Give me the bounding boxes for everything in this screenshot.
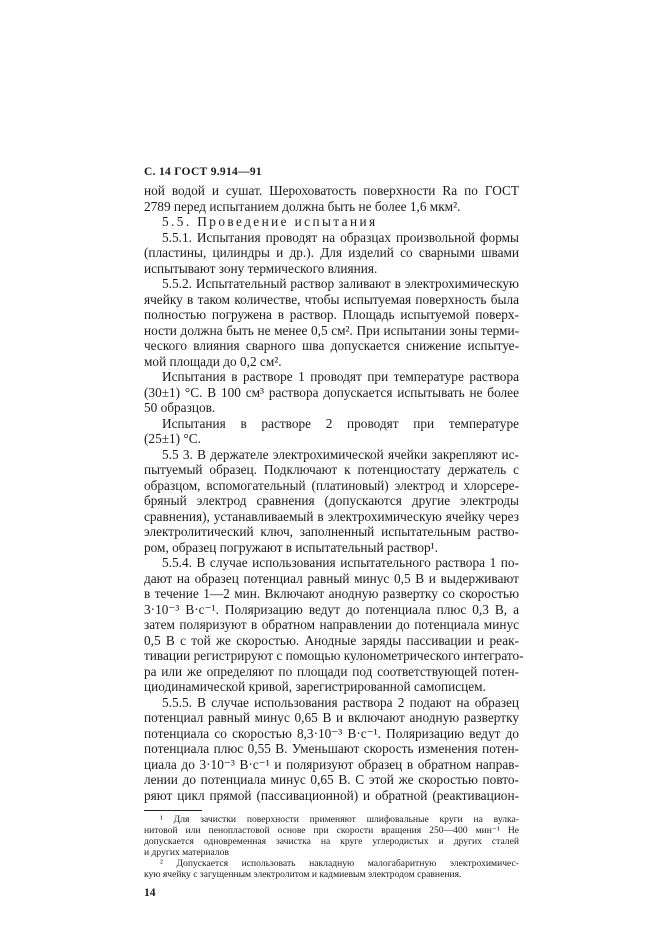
text-line: ряют цикл прямой (пассивационной) и обратной (реактивацион- xyxy=(144,787,519,803)
text-line: в течение 1—2 мин. Включают анодную развертку со скоростью xyxy=(144,586,519,601)
text-line: потенциала со скоростью 8,3·10⁻³ В·с⁻¹. Поляризацию ведут до xyxy=(144,725,519,741)
text-line: 50 образцов. xyxy=(144,400,216,415)
text-line: ром, образец погружают в испытательный раствор¹. xyxy=(144,539,438,555)
text-line: пытуемый образец. Подключают к потенциостату держатель с xyxy=(144,462,519,477)
text-line: ра или же определяют по площади под соответствующей потен- xyxy=(144,663,519,679)
page-header: С. 14 ГОСТ 9.914—91 xyxy=(144,166,262,178)
text-line: 5.5 3. В держателе электрохимической ячейки закрепляют ис- xyxy=(162,446,519,462)
footnote-line: ² Допускается использовать накладную малогабаритную электрохимичес- xyxy=(160,858,519,869)
text-line: ческого влияния сварного шва допускается снижение испытуе- xyxy=(144,338,519,353)
footnote-divider xyxy=(144,810,202,811)
text-line: (пластины, цилиндры и др.). Для изделий со сварными швами xyxy=(144,245,519,260)
text-line: 5.5.4. В случае использования испытательного раствора 1 по- xyxy=(162,555,519,570)
text-line: ной водой и сушат. Шероховатость поверхности Ra по ГОСТ xyxy=(144,183,519,198)
text-line: Испытания в растворе 2 проводят при температуре xyxy=(162,415,519,431)
text-line: 5.5.2. Испытательный раствор заливают в электрохимическую xyxy=(162,276,519,291)
text-line: циодинамической кривой, зарегистрированной самописцем. xyxy=(144,679,486,694)
text-line: электролитический ключ, заполненный испытательным раство- xyxy=(144,524,519,539)
text-line: Испытания в растворе 1 проводят при температуре раствора xyxy=(162,369,519,384)
text-line: сравнения), устанавливаемый в электрохимическую ячейку через xyxy=(144,508,519,524)
text-line: лении до потенциала минус 0,65 В. С этой же скоростью повто- xyxy=(144,772,519,787)
text-line: бряный электрод сравнения (допускаются другие электроды xyxy=(144,493,519,508)
text-line: 3·10⁻³ В·с⁻¹. Поляризацию ведут до потенциала плюс 0,3 В, а xyxy=(144,601,519,617)
body-paragraphs xyxy=(144,183,524,803)
footnote-line: кую ячейку с загущенным электролитом и кадмиевым электродом сравнения. xyxy=(144,869,462,880)
text-line: 5.5.5. В случае использования раствора 2 подают на образец xyxy=(162,694,519,710)
page-number: 14 xyxy=(144,887,156,899)
text-line: испытывают зону термического влияния. xyxy=(144,260,378,276)
text-line: потенциал равный минус 0,65 В и включают анодную развертку xyxy=(144,710,519,725)
footnote-line: нитовой или пенопластовой основе при скорости вращения 250—400 мин⁻¹ Не xyxy=(144,825,519,836)
text-line: циала до 3·10⁻³ В·с⁻¹ и поляризуют образец в обратном направ- xyxy=(144,756,519,772)
text-line: 2789 перед испытанием должна быть не более 1,6 мкм². xyxy=(144,198,461,214)
text-line: потенциала плюс 0,55 В. Уменьшают скорость изменения потен- xyxy=(144,741,519,756)
text-line: образцом, вспомогательный (платиновый) электрод и хлорсере- xyxy=(144,477,519,493)
text-line: (30±1) °С. В 100 см³ раствора допускается испытывать не более xyxy=(144,384,519,400)
text-line: ности должна быть не менее 0,5 см². При испытании зоны терми- xyxy=(144,322,519,338)
text-line: 5.5.1. Испытания проводят на образцах произвольной формы xyxy=(162,229,519,245)
text-line: полностью погружена в раствор. Площадь испытуемой поверх- xyxy=(144,307,519,322)
footnote-line: и других материалов xyxy=(144,847,229,858)
text-line: (25±1) °С. xyxy=(144,431,201,446)
text-line: ячейку в таком количестве, чтобы испытуемая поверхность была xyxy=(144,291,519,307)
footnote-line: допускается одновременная зачистка на круге углеродистых и других сталей xyxy=(144,836,519,847)
text-line: дают на образец потенциал равный минус 0,5 В и выдерживают xyxy=(144,570,519,586)
text-line: тивации регистрируют с помощью кулонометрического интеграто- xyxy=(144,648,524,663)
text-line: затем поляризуют в обратном направлении до потенциала минус xyxy=(144,617,519,632)
text-line: 0,5 В с той же скоростью. Анодные заряды пассивации и реак- xyxy=(144,632,519,648)
text-line: 5.5. Проведение испытания xyxy=(162,214,378,229)
footnote-line: ¹ Для зачистки поверхности применяют шлифовальные круги на вулка- xyxy=(160,814,519,825)
document-body xyxy=(144,183,524,902)
footnotes xyxy=(144,814,519,880)
text-line: мой площади до 0,2 см². xyxy=(144,353,282,369)
